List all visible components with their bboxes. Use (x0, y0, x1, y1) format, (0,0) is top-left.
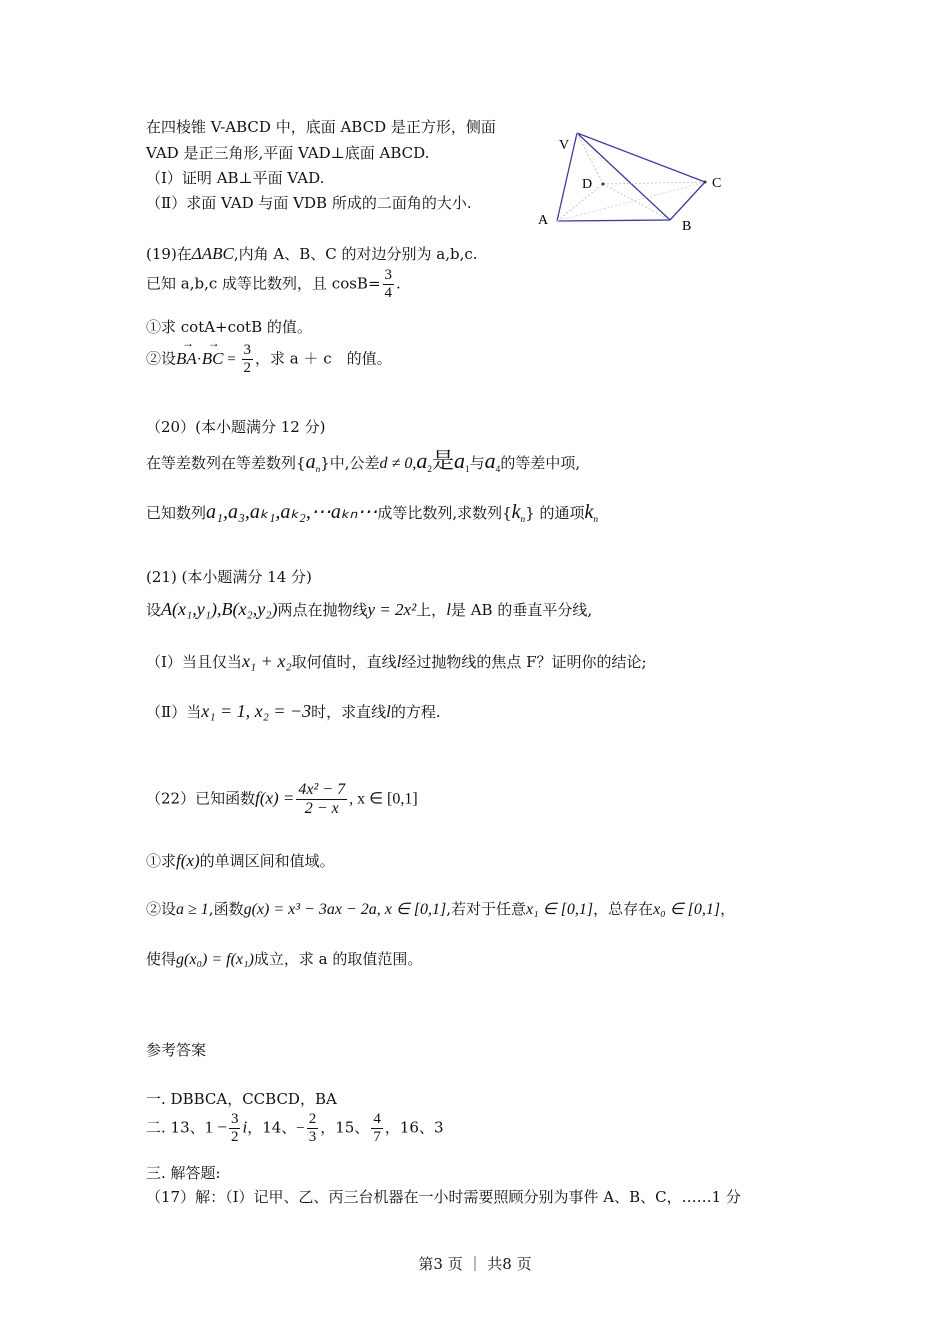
q20-line1: 在等差数列在等差数列$\{a_n\}$中,公差$d \ne 0,a_2$是$a_1$与$a_4$的等差中项, (146, 448, 581, 475)
q21-heading: (21) (本小题满分 14 分) (146, 568, 312, 586)
page-footer: 第3 页 ｜ 共8 页 (418, 1255, 532, 1273)
q21-part1: （Ⅰ）当且仅当x₁ + x₂取何值时，直线l经过抛物线的焦点 F？证明你的结论; (146, 651, 647, 671)
fraction-13: $\frac{3}{2}$ (230, 1111, 239, 1145)
q20-line2: 已知数列a₁,a₃,aₖ₁,aₖ₂,⋯aₖₙ⋯成等比数列,求数列$\{k_n\}$ 的通项$k_n$ (146, 501, 599, 525)
pyramid-figure (530, 118, 730, 233)
q22-part2-cont: 使得g(x₀) = f(x₁)成立，求 a 的取值范围。 (146, 950, 423, 968)
geometric-sequence: a₁,a₃,aₖ₁,aₖ₂,⋯aₖₙ⋯ (206, 501, 378, 523)
point-c (704, 181, 707, 184)
q22-line1: （22）已知函数f(x) = $\frac{\text{4x² − 7}}{2 - x}$ , x ∈ [0,1] (146, 781, 418, 817)
q18-line1: 在四棱锥 V-ABCD 中，底面 ABCD 是正方形，侧面 (146, 118, 496, 136)
point-d (602, 183, 605, 186)
label-v: V (559, 138, 570, 153)
q22-part1: ①求f(x)的单调区间和值域。 (146, 851, 335, 870)
edge-vc (577, 133, 705, 182)
parabola-equation: y = 2x² (367, 600, 417, 619)
q20-heading: （20）(本小题满分 12 分) (146, 418, 326, 436)
answers-part3: 三. 解答题: (146, 1164, 221, 1182)
q18-part2: （Ⅱ）求面 VAD 与面 VDB 所成的二面角的大小. (146, 194, 472, 212)
fraction-dot-product: $\frac{3}{2}$ (243, 342, 251, 376)
function-g: g(x) = x³ − 3ax − 2a, x ∈ [0,1] (243, 901, 447, 918)
q21-part2: （Ⅱ）当x₁ = 1, x₂ = −3时，求直线l的方程. (146, 701, 441, 721)
answers-part2: 二. 13、1 − $\frac{3}{2}$ i，14、− $\frac{2}{3}$ ，15、 $\frac{4}{7}$ ，16、3 (146, 1111, 444, 1145)
q19-line3: ①求 cotA+cotB 的值。 (146, 318, 312, 336)
edge-bc (670, 182, 705, 220)
answers-part1: 一. DBBCA，CCBCD，BA (146, 1090, 337, 1108)
function-fraction: $\frac{\text{4x² − 7}}{2 - x}$ (298, 781, 346, 817)
answers-title: 参考答案 (146, 1041, 207, 1059)
q19-line4: ②设→ BA·→ BC = $\frac{3}{2}$ ，求 a ＋ c 的值。 (146, 343, 392, 376)
q21-line1: 设A(x₁,y₁),B(x₂,y₂)两点在抛物线y = 2x²上，l是 AB 的垂直平分线, (146, 599, 593, 619)
q22-part2: ②设a ≥ 1,函数g(x) = x³ − 3ax − 2a, x ∈ [0,1],若对于任意x₁ ∈ [0,1]，总存在x₀ ∈ [0,1]， (146, 900, 736, 918)
vector-bc: → BC (202, 350, 224, 367)
q19-line1: (19)在ΔABC,内角 A、B、C 的对边分别为 a,b,c. (146, 244, 478, 263)
q18-part1: （Ⅰ）证明 AB⊥平面 VAD. (146, 169, 325, 187)
label-a: A (538, 213, 549, 228)
answers-q17: （17）解：（Ⅰ）记甲、乙、丙三台机器在一小时需要照顾分别为事件 A、B、C，……1 分 (146, 1188, 741, 1206)
q18-line2: VAD 是正三角形,平面 VAD⊥底面 ABCD. (146, 144, 430, 162)
diag-ac-hidden (557, 182, 705, 221)
label-d: D (582, 177, 593, 192)
fraction-15: $\frac{4}{7}$ (373, 1111, 381, 1145)
edge-dc-hidden (603, 182, 705, 184)
fraction-14: $\frac{2}{3}$ (308, 1111, 317, 1145)
q19-line2: 已知 a,b,c 成等比数列，且 cosB= $\frac{3}{4}$ . (146, 267, 401, 301)
fraction-cosb: $\frac{3}{4}$ (384, 267, 393, 301)
vector-ba: → BA (176, 350, 197, 367)
label-b: B (682, 219, 692, 233)
label-c: C (712, 176, 722, 191)
triangle-abc: ΔABC (191, 244, 234, 263)
points-ab: A(x₁,y₁),B(x₂,y₂) (161, 599, 278, 619)
edge-ab (557, 220, 670, 221)
